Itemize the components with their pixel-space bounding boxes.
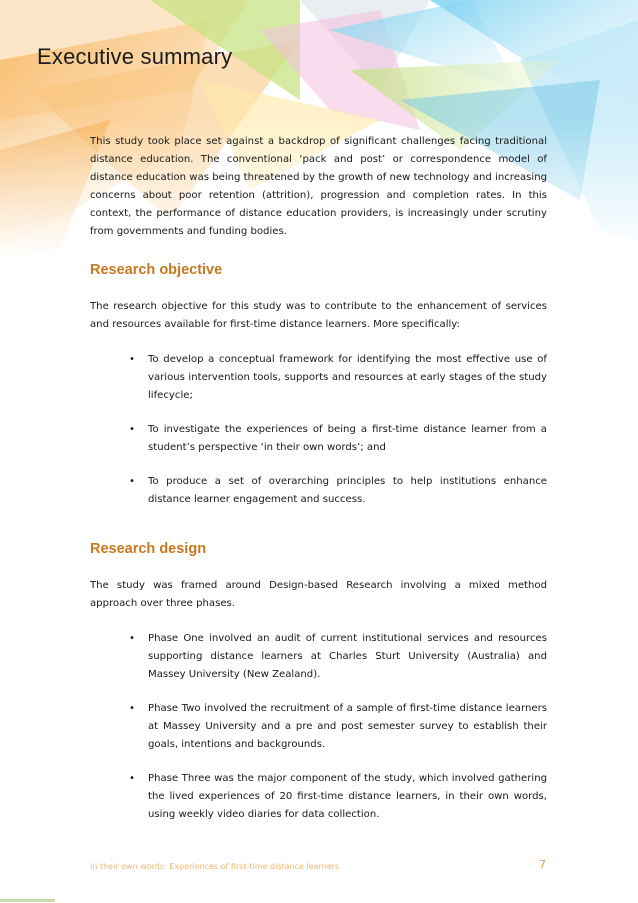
design-bullet-item [129,700,547,754]
research-objective-heading: Research objective [90,262,223,278]
research-objective-paragraph: The research objective for this study was to contribute to the enhancement of services and resources available for first-time distance learners. More specifically: [90,301,547,330]
objective-bullet-item [129,473,547,509]
bullet-text: Phase Two involved the recruitment of a sample of first-time distance learners at Massey University and a pre and post semester survey to establish their goals, intentions and backgrounds. [148,703,547,750]
bullet-icon: • [129,703,135,714]
design-bullet-list [129,630,547,824]
objective-bullet-list [129,351,547,509]
objective-bullet-item [129,351,547,405]
research-design-heading: Research design [90,541,207,557]
design-bullet-item [129,770,547,824]
corner-decoration [0,899,55,902]
footer-title: In their own words: Experiences of first-time distance learners [90,862,340,871]
page-number: 7 [539,858,546,871]
design-bullet-item [129,630,547,684]
intro-paragraph: This study took place set against a backdrop of significant challenges facing traditional distance education. The conventional ‘pack and post’ or correspondence model of distance education was being threatened by the growth of new technology and increasing concerns about poor retention (attrition), progression and completion rates. In this context, the performance of distance education providers, is increasingly under scrutiny from governments and funding bodies. [90,136,547,237]
bullet-text: To produce a set of overarching principles to help institutions enhance distance learner engagement and success. [148,476,547,505]
bullet-icon: • [129,424,135,435]
bullet-icon: • [129,633,135,644]
research-design-paragraph: The study was framed around Design-based Research involving a mixed method approach over three phases. [90,580,547,609]
bullet-icon: • [129,476,135,487]
objective-bullet-item [129,421,547,457]
bullet-icon: • [129,354,135,365]
bullet-icon: • [129,773,135,784]
bullet-text: To investigate the experiences of being a first-time distance learner from a student’s perspective ‘in their own words’; and [148,424,547,453]
bullet-text: Phase Three was the major component of the study, which involved gathering the lived experiences of 20 first-time distance learners, in their own words, using weekly video diaries for data collection. [148,773,547,820]
bullet-text: To develop a conceptual framework for identifying the most effective use of various intervention tools, supports and resources at early stages of the study lifecycle; [148,354,547,401]
main-content [90,133,547,824]
page-title: Executive summary [37,44,233,69]
bullet-text: Phase One involved an audit of current institutional services and resources supporting distance learners at Charles Sturt University (Australia) and Massey University (New Zealand). [148,633,547,680]
